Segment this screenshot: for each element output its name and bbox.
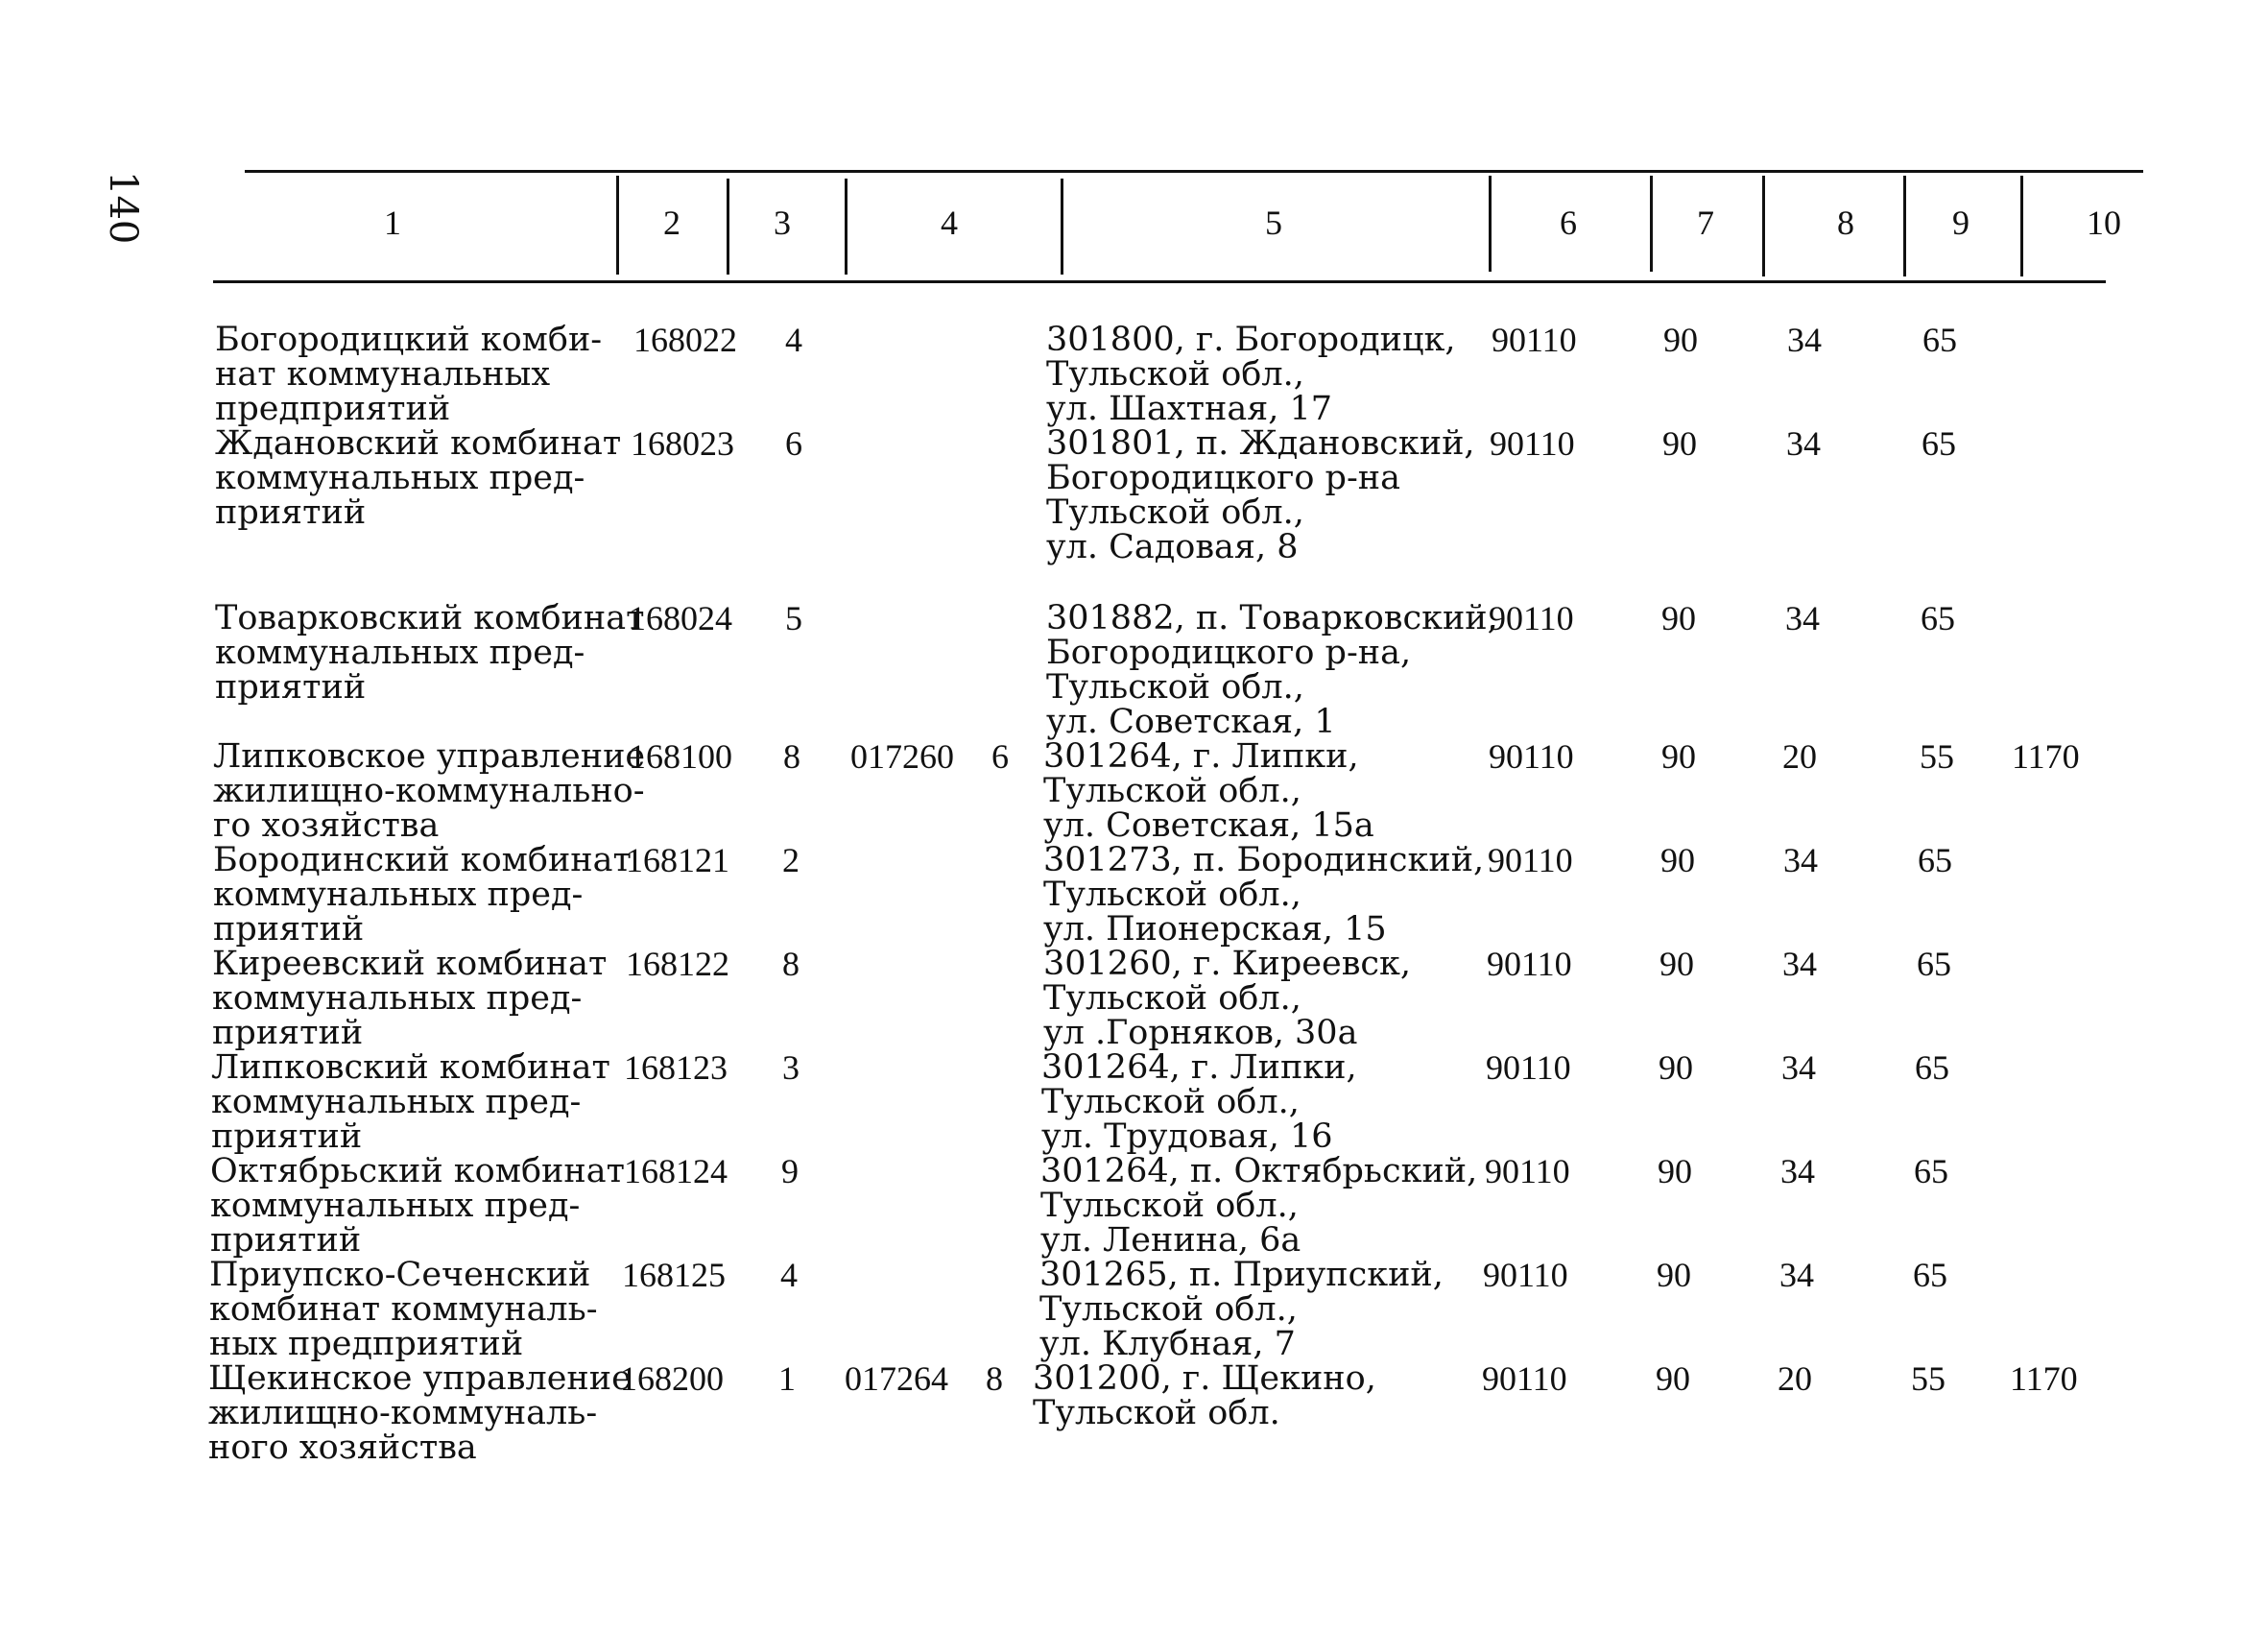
column-9-value: 55	[1911, 1359, 1946, 1398]
organization-name: Ждановский комбинат коммунальных пред- приятий	[215, 424, 622, 532]
postal-address: 301264, п. Октябрьский, Тульской обл., ул. Ленина, 6а	[1040, 1152, 1478, 1260]
column-separator	[2020, 176, 2023, 276]
column-separator	[1650, 176, 1653, 272]
column-8-value: 34	[1787, 321, 1822, 359]
table-header-bottom-rule	[213, 280, 2106, 283]
column-header-5: 5	[1265, 204, 1282, 242]
column-6-value: 90110	[1490, 424, 1575, 463]
column-6-value: 90110	[1486, 1048, 1571, 1087]
column-7-value: 90	[1659, 1048, 1693, 1087]
organization-name: Приупско-Сеченский комбинат коммуналь- ных предприятий	[209, 1256, 598, 1363]
column-header-10: 10	[2087, 204, 2121, 242]
organization-name: Киреевский комбинат коммунальных пред- приятий	[212, 945, 608, 1052]
column-3-value: 9	[781, 1152, 799, 1190]
organization-code: 168023	[631, 424, 734, 463]
column-7-value: 90	[1659, 945, 1694, 983]
organization-code: 168125	[622, 1256, 726, 1294]
column-9-value: 65	[1922, 321, 1957, 359]
column-6-value: 90110	[1489, 599, 1574, 637]
column-separator	[1903, 176, 1906, 276]
column-6-value: 90110	[1483, 1256, 1568, 1294]
postal-address: 301800, г. Богородицк, Тульской обл., ул. Шахтная, 17	[1046, 321, 1456, 428]
table-top-rule	[245, 170, 2143, 173]
column-8-value: 34	[1782, 945, 1817, 983]
column-9-value: 65	[1918, 841, 1952, 879]
column-8-value: 34	[1786, 424, 1821, 463]
column-3-value: 2	[782, 841, 800, 879]
organization-name: Товарковский комбинат коммунальных пред- приятий	[215, 599, 645, 707]
postal-address: 301801, п. Ждановский, Богородицкого р-на Тульской обл., ул. Садовая, 8	[1046, 424, 1475, 566]
organization-code: 168123	[624, 1048, 728, 1087]
column-6-value: 90110	[1492, 321, 1577, 359]
column-7-value: 90	[1661, 737, 1696, 776]
organization-name: Щекинское управление жилищно-коммуналь- ного хозяйства	[208, 1359, 632, 1467]
column-8-value: 34	[1785, 599, 1820, 637]
column-separator	[1489, 176, 1492, 272]
column-3-value: 4	[785, 321, 802, 359]
column-3-value: 3	[782, 1048, 800, 1087]
column-4-digit: 8	[986, 1359, 1003, 1398]
column-header-6: 6	[1560, 204, 1577, 242]
postal-address: 301260, г. Киреевск, Тульской обл., ул .Горняков, 30а	[1043, 945, 1412, 1052]
column-8-value: 34	[1780, 1152, 1815, 1190]
column-9-value: 65	[1921, 599, 1955, 637]
column-6-value: 90110	[1485, 1152, 1570, 1190]
column-9-value: 65	[1913, 1256, 1947, 1294]
column-header-2: 2	[663, 204, 680, 242]
column-separator	[1762, 176, 1765, 276]
organization-code: 168024	[629, 599, 732, 637]
column-separator	[616, 176, 619, 275]
column-8-value: 20	[1778, 1359, 1812, 1398]
column-separator	[845, 179, 848, 275]
organization-name: Октябрьский комбинат коммунальных пред- приятий	[210, 1152, 625, 1260]
organization-code: 168124	[624, 1152, 728, 1190]
page-number: 140	[101, 171, 145, 245]
column-3-value: 8	[783, 737, 800, 776]
column-header-8: 8	[1837, 204, 1854, 242]
postal-address: 301273, п. Бородинский, Тульской обл., ул. Пионерская, 15	[1043, 841, 1485, 949]
column-header-7: 7	[1697, 204, 1714, 242]
column-3-value: 8	[782, 945, 800, 983]
column-6-value: 90110	[1489, 737, 1574, 776]
column-9-value: 65	[1914, 1152, 1948, 1190]
column-separator	[1061, 179, 1063, 275]
postal-address: 301200, г. Щекино, Тульской обл.	[1033, 1359, 1376, 1432]
organization-code: 168122	[626, 945, 729, 983]
organization-code: 168121	[626, 841, 729, 879]
organization-code: 168200	[620, 1359, 724, 1398]
column-7-value: 90	[1657, 1256, 1691, 1294]
organization-code: 168022	[633, 321, 737, 359]
column-4-digit: 6	[991, 737, 1009, 776]
column-3-value: 6	[785, 424, 802, 463]
column-8-value: 20	[1782, 737, 1817, 776]
column-9-value: 65	[1915, 1048, 1949, 1087]
column-6-value: 90110	[1487, 945, 1572, 983]
organization-name: Богородицкий комби- нат коммунальных предприятий	[215, 321, 603, 428]
column-8-value: 34	[1781, 1048, 1816, 1087]
column-3-value: 4	[780, 1256, 798, 1294]
column-3-value: 1	[778, 1359, 796, 1398]
column-6-value: 90110	[1488, 841, 1573, 879]
postal-address: 301265, п. Приупский, Тульской обл., ул. Клубная, 7	[1039, 1256, 1444, 1363]
column-7-value: 90	[1662, 424, 1697, 463]
organization-name: Липковский комбинат коммунальных пред- приятий	[211, 1048, 610, 1156]
postal-address: 301264, г. Липки, Тульской обл., ул. Трудовая, 16	[1041, 1048, 1357, 1156]
organization-code: 168100	[629, 737, 732, 776]
column-9-value: 65	[1922, 424, 1956, 463]
column-10-value: 1170	[2010, 1359, 2078, 1398]
column-9-value: 55	[1920, 737, 1954, 776]
column-7-value: 90	[1660, 841, 1695, 879]
postal-address: 301264, г. Липки, Тульской обл., ул. Советская, 15а	[1043, 737, 1374, 845]
organization-name: Липковское управление жилищно-коммунально- го хозяйства	[213, 737, 646, 845]
column-4-code: 017260	[850, 737, 954, 776]
column-header-3: 3	[774, 204, 791, 242]
column-8-value: 34	[1783, 841, 1818, 879]
column-separator	[727, 179, 729, 275]
column-7-value: 90	[1656, 1359, 1690, 1398]
column-7-value: 90	[1663, 321, 1698, 359]
column-header-4: 4	[941, 204, 958, 242]
column-10-value: 1170	[2012, 737, 2080, 776]
column-7-value: 90	[1658, 1152, 1692, 1190]
column-3-value: 5	[785, 599, 802, 637]
postal-address: 301882, п. Товарковский, Богородицкого р-на, Тульской обл., ул. Советская, 1	[1046, 599, 1498, 741]
organization-name: Бородинский комбинат коммунальных пред- приятий	[213, 841, 632, 949]
column-9-value: 65	[1917, 945, 1951, 983]
column-7-value: 90	[1661, 599, 1696, 637]
column-6-value: 90110	[1482, 1359, 1567, 1398]
column-8-value: 34	[1779, 1256, 1814, 1294]
column-header-1: 1	[384, 204, 401, 242]
column-header-9: 9	[1952, 204, 1970, 242]
column-4-code: 017264	[845, 1359, 948, 1398]
